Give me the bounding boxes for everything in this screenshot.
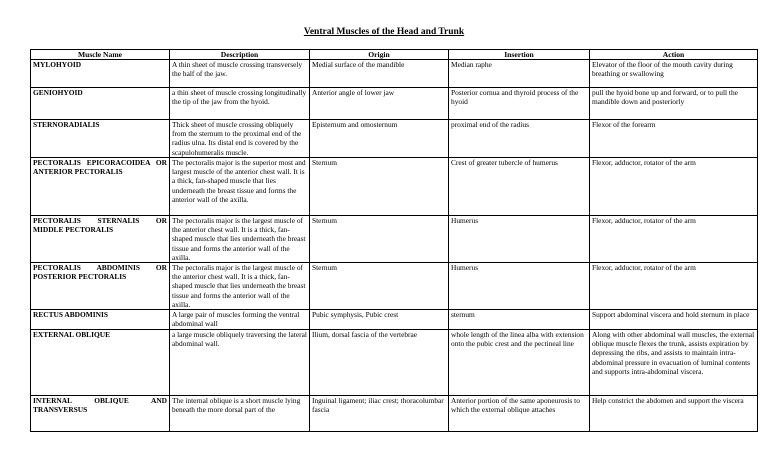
origin-cell: Sternum — [310, 158, 449, 216]
description-cell: The pectoralis major is the largest muscle of the anterior chest wall. It is a thick, fan-shaped muscle that lies underneath the breast tissue and forms the anterior wall of the axilla. — [170, 263, 310, 310]
insertion-cell: proximal end of the radius — [449, 120, 590, 158]
origin-cell: Ilium, dorsal fascia of the vertebrae — [310, 330, 449, 396]
muscle-name-cell: PECTORALIS EPICORACOIDEA OR ANTERIOR PECTORALIS — [31, 158, 170, 216]
action-cell: Along with other abdominal wall muscles, the external oblique muscle flexes the trunk, assists expiration by depressing the ribs, and assists to maintain intra-abdominal pressure in evacuation of luminal contents and supports intra-abdominal viscera. — [590, 330, 758, 396]
column-header: Muscle Name — [31, 50, 170, 60]
insertion-cell: Median raphe — [449, 60, 590, 88]
insertion-cell: Posterior cornua and thyroid process of the hyoid — [449, 88, 590, 120]
insertion-cell: sternum — [449, 310, 590, 330]
description-cell: A thin sheet of muscle crossing transversely the half of the jaw. — [170, 60, 310, 88]
action-cell: Help constrict the abdomen and support the viscera — [590, 396, 758, 432]
table-row — [31, 60, 758, 88]
insertion-cell: Anterior portion of the same aponeurosis to which the external oblique attaches — [449, 396, 590, 432]
description-cell: The internal oblique is a short muscle lying beneath the more dorsal part of the — [170, 396, 310, 432]
column-header: Action — [590, 50, 758, 60]
muscle-name-cell: PECTORALIS STERNALIS OR MIDDLE PECTORALIS — [31, 216, 170, 263]
action-cell: Support abdominal viscera and hold sternum in place — [590, 310, 758, 330]
insertion-cell: whole length of the linea alba with extension onto the pubic crest and the pectineal line — [449, 330, 590, 396]
origin-cell: Pubic symphysis, Pubic crest — [310, 310, 449, 330]
muscle-name-cell: MYLOHYOID — [31, 60, 170, 88]
description-cell: A large pair of muscles forming the ventral abdominal wall — [170, 310, 310, 330]
description-cell: The pectoralis major is the largest muscle of the anterior chest wall. It is a thick, fan-shaped muscle that lies underneath the breast tissue and forms the anterior wall of the axilla. — [170, 216, 310, 263]
origin-cell: Sternum — [310, 216, 449, 263]
muscle-table — [30, 49, 758, 432]
column-header: Description — [170, 50, 310, 60]
insertion-cell: Humerus — [449, 216, 590, 263]
table-row — [31, 88, 758, 120]
column-header: Origin — [310, 50, 449, 60]
table-row — [31, 158, 758, 216]
insertion-cell: Humerus — [449, 263, 590, 310]
table-header-row — [31, 50, 758, 60]
table-row — [31, 263, 758, 310]
action-cell: Flexor, adductor, rotator of the arm — [590, 158, 758, 216]
origin-cell: Episternum and omosternum — [310, 120, 449, 158]
description-cell: Thick sheet of muscle crossing obliquely from the sternum to the proximal end of the radius ulna. Its distal end is covered by the scapulohumeralis muscle. — [170, 120, 310, 158]
action-cell: Flexor of the forearm — [590, 120, 758, 158]
insertion-cell: Crest of greater tubercle of humerus — [449, 158, 590, 216]
muscle-name-cell: RECTUS ABDOMINIS — [31, 310, 170, 330]
origin-cell: Medial surface of the mandible — [310, 60, 449, 88]
action-cell: Flexor, adductor, rotator of the arm — [590, 216, 758, 263]
origin-cell: Sternum — [310, 263, 449, 310]
action-cell: pull the hyoid bone up and forward, or to pull the mandible down and posteriorly — [590, 88, 758, 120]
description-cell: a thin sheet of muscle crossing longitudinally the tip of the jaw from the hyoid. — [170, 88, 310, 120]
origin-cell: Anterior angle of lower jaw — [310, 88, 449, 120]
table-row — [31, 216, 758, 263]
table-row — [31, 330, 758, 396]
origin-cell: Inguinal ligament; iliac crest; thoracolumbar fascia — [310, 396, 449, 432]
page-title: Ventral Muscles of the Head and Trunk — [303, 27, 465, 37]
muscle-name-cell: STERNORADIALIS — [31, 120, 170, 158]
table-row — [31, 396, 758, 432]
action-cell: Flexor, adductor, rotator of the arm — [590, 263, 758, 310]
action-cell: Elevator of the floor of the mouth cavity during breathing or swallowing — [590, 60, 758, 88]
table-row — [31, 310, 758, 330]
description-cell: a large muscle obliquely traversing the lateral abdominal wall. — [170, 330, 310, 396]
muscle-name-cell: EXTERNAL OBLIQUE — [31, 330, 170, 396]
muscle-name-cell: PECTORALIS ABDOMINIS OR POSTERIOR PECTORALIS — [31, 263, 170, 310]
muscle-name-cell: GENIOHYOID — [31, 88, 170, 120]
description-cell: The pectoralis major is the superior most and largest muscle of the anterior chest wall. It is a thick, fan-shaped muscle that lies underneath the breast tissue and forms the anterior wall of the axilla. — [170, 158, 310, 216]
muscle-name-cell: INTERNAL OBLIQUE AND TRANSVERSUS — [31, 396, 170, 432]
table-row — [31, 120, 758, 158]
column-header: Insertion — [449, 50, 590, 60]
